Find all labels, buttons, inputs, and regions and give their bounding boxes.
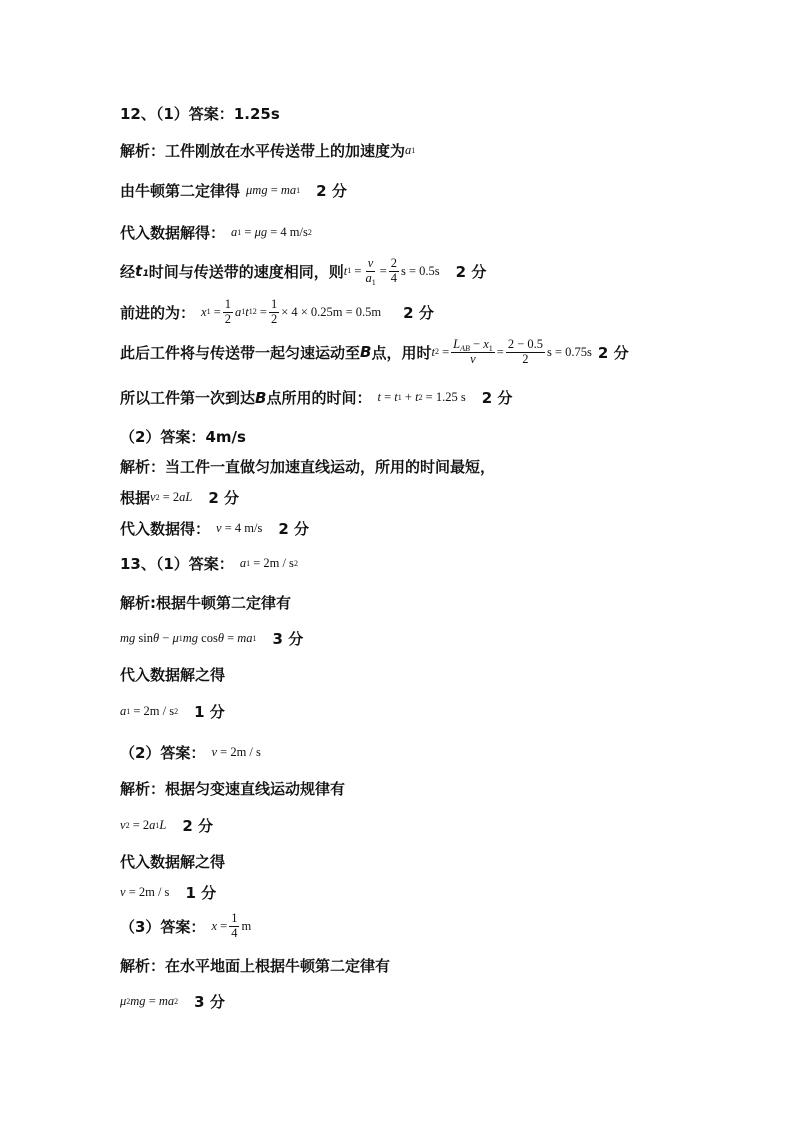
score: 2 分	[182, 817, 213, 835]
q13-part3-analysis	[120, 955, 390, 976]
q12-part2-basis	[120, 487, 239, 508]
q12-part2-basis-text: 根据	[120, 489, 151, 507]
q13-part3-analysis-text: 解析：在水平地面上根据牛顿第二定律有	[120, 957, 391, 975]
q12-substitute-text: 代入数据解得：	[120, 224, 226, 242]
score: 2 分	[403, 303, 434, 322]
q13-part2-answer	[120, 742, 261, 763]
formula-a1-result: a 1 = 2m / s 2	[120, 704, 179, 718]
formula-x1: x 1 = $\frac{1}{2}$ a 1 t 1 2 = $\frac{1}{2}$ × 4 × 0.25m = 0.5m	[201, 297, 382, 326]
q12-t2-line	[120, 338, 629, 367]
q12-part2-substitute	[120, 518, 309, 539]
q13-part2-substitute-text: 代入数据解之得	[120, 853, 226, 871]
score: 2 分	[455, 262, 487, 281]
q12-t1-text-b: 时间与传送带的速度相同，则	[148, 262, 344, 281]
q12-t2-text-b: 点，用时	[371, 343, 432, 362]
q12-newton-line	[120, 180, 347, 201]
q12-x1-text: 前进的为：	[120, 303, 196, 322]
q13-analysis	[120, 592, 291, 613]
score: 1 分	[185, 884, 217, 902]
formula-v2-2a1L: v 2 = 2 a 1 L	[120, 818, 167, 832]
formula-a1: a 1	[405, 143, 416, 157]
q12-total-line	[120, 387, 512, 408]
q13-part2-result	[120, 882, 216, 903]
q13-part2-equation	[120, 815, 213, 836]
q13-part1-substitute-text: 代入数据解之得	[120, 666, 226, 684]
q12-t2-text-a: 此后工件将与传送带一起匀速运动至	[120, 343, 361, 362]
q13-part2-analysis	[120, 778, 345, 799]
score: 1 分	[194, 703, 225, 721]
formula-a1-2: a 1 = 2m / s 2	[239, 556, 298, 570]
score: 3 分	[194, 993, 225, 1011]
q13-part3-answer	[120, 912, 251, 941]
q12-total-text-b: 点所用的时间：	[266, 389, 372, 407]
q13-part2-answer-text: （2）答案：	[120, 744, 206, 762]
formula-t2: t 2 = $\frac{L_{AB} - x_1}{v}$ = $\frac{2 - 0.5}{2}$ s = 0.75s	[431, 337, 592, 366]
q13-part3-answer-text: （3）答案：	[120, 917, 206, 936]
q13-newton-equation	[120, 628, 303, 649]
formula-u2mg: μ 2 mg = ma 2	[120, 994, 179, 1008]
formula-x: x = $\frac{1}{4}$ m	[211, 911, 252, 940]
q12-part2-substitute-text: 代入数据得：	[120, 520, 211, 538]
formula-v-2: v = 2m / s	[211, 745, 261, 759]
var-t1: t₁	[135, 262, 149, 281]
formula-total-time: t = t 1 + t 2 = 1.25 s	[377, 390, 466, 404]
score: 2 分	[278, 520, 309, 538]
q12-part1-answer-text: 12、（1）答案：1.25s	[120, 105, 280, 123]
q13-part1-answer	[120, 553, 298, 574]
q12-part2-analysis	[120, 456, 495, 477]
score: 2 分	[208, 489, 240, 507]
var-b: B	[360, 343, 372, 362]
formula-v2-2aL: v 2 = 2 aL	[150, 490, 193, 504]
q12-part2-analysis-text: 解析：当工件一直做匀加速直线运动，所用的时间最短，	[120, 458, 496, 476]
q13-part1-result	[120, 701, 225, 722]
q13-part2-substitute	[120, 851, 225, 872]
q12-t1-line	[120, 257, 486, 286]
q13-analysis-text: 解析:根据牛顿第二定律有	[120, 594, 291, 612]
q12-substitute-line	[120, 222, 312, 243]
score: 2 分	[481, 389, 513, 407]
q13-part3-equation	[120, 991, 225, 1012]
q12-total-text-a: 所以工件第一次到达	[120, 389, 256, 407]
q12-t1-text-a: 经	[120, 262, 136, 281]
formula-v-result: v = 2m / s	[120, 885, 170, 899]
score: 3 分	[272, 630, 304, 648]
formula-t1: t 1 = $\frac{v}{a_1}$ = $\frac{2}{4}$ s = 0.5s	[343, 256, 440, 287]
q13-part1-substitute	[120, 664, 225, 685]
q13-part1-answer-text: 13、（1）答案：	[120, 555, 234, 573]
var-b: B	[255, 388, 267, 407]
score: 2 分	[597, 343, 629, 362]
q12-analysis-line	[120, 140, 415, 161]
q12-part2-answer	[120, 426, 246, 447]
q12-part1-answer	[120, 103, 280, 124]
formula-a1-value: a 1 = μg = 4 m/s 2	[231, 225, 312, 239]
formula-v-4: v = 4 m/s	[216, 521, 263, 535]
score: 2 分	[316, 182, 347, 200]
formula-umg: μmg = ma 1	[246, 183, 301, 197]
q12-part2-answer-text: （2）答案：4m/s	[120, 428, 246, 446]
q13-part2-analysis-text: 解析：根据匀变速直线运动规律有	[120, 780, 346, 798]
q12-x1-line	[120, 298, 434, 327]
formula-incline: mg sin θ − μ 1 mg cos θ = ma 1	[120, 631, 257, 645]
q12-newton-text: 由牛顿第二定律得	[120, 182, 241, 200]
q12-analysis-text: 解析：工件刚放在水平传送带上的加速度为	[120, 142, 406, 160]
